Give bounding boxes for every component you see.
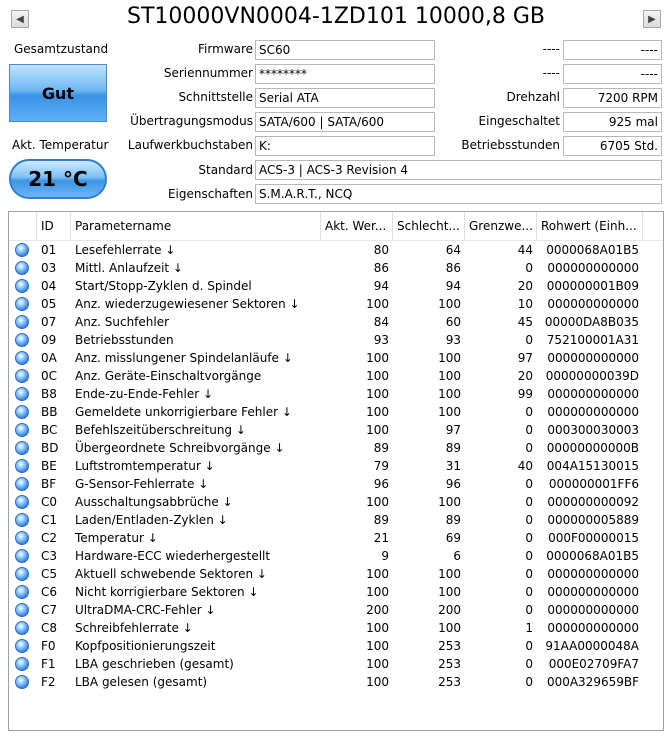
cell-threshold: 0 [525,675,533,689]
cell-raw-value: 000E02709FA7 [548,657,639,671]
cell-attribute-name: Kopfpositionierungszeit [75,639,216,653]
transfer-mode-field: SATA/600 | SATA/600 [255,112,435,132]
cell-threshold: 0 [525,657,533,671]
status-good-icon [15,297,29,311]
cell-current-value: 21 [373,531,389,545]
cell-current-value: 100 [366,567,389,581]
table-row[interactable] [9,439,664,457]
cell-current-value: 9 [381,549,389,563]
table-row[interactable] [9,277,664,295]
cell-threshold: 0 [525,531,533,545]
header-status[interactable] [9,212,37,240]
cell-worst-value: 64 [445,243,461,257]
cell-raw-value: 000000005889 [547,513,639,527]
cell-current-value: 93 [373,333,389,347]
power-on-hours-field: 6705 Std. [563,136,662,156]
cell-threshold: 0 [525,441,533,455]
unused-label-2: ---- [542,66,560,80]
cell-threshold: 44 [517,243,533,257]
cell-threshold: 0 [525,333,533,347]
cell-attribute-name: UltraDMA-CRC-Fehler ↓ [75,603,216,617]
standard-field: ACS-3 | ACS-3 Revision 4 [255,160,662,180]
cell-threshold: 0 [525,261,533,275]
table-row[interactable] [9,421,664,439]
status-good-icon [15,315,29,329]
cell-worst-value: 86 [445,261,461,275]
cell-id: B8 [41,387,57,401]
status-good-icon [15,369,29,383]
power-on-count-label: Eingeschaltet [478,114,560,128]
table-row[interactable] [9,529,664,547]
status-good-icon [15,567,29,581]
power-on-hours-label: Betriebsstunden [461,138,560,152]
cell-current-value: 200 [366,603,389,617]
status-good-icon [15,351,29,365]
drive-letter-field: K: [255,136,435,156]
table-row[interactable] [9,673,664,691]
cell-current-value: 100 [366,585,389,599]
disk-title: ST10000VN0004-1ZD101 10000,8 GB [127,4,545,29]
cell-threshold: 0 [525,567,533,581]
cell-id: BE [41,459,57,473]
cell-worst-value: 100 [438,495,461,509]
cell-raw-value: 000F00000015 [548,531,639,545]
table-row[interactable] [9,637,664,655]
status-good-icon [15,621,29,635]
table-row[interactable] [9,511,664,529]
cell-worst-value: 89 [445,441,461,455]
status-good-icon [15,603,29,617]
cell-threshold: 0 [525,513,533,527]
table-row[interactable] [9,349,664,367]
cell-current-value: 79 [373,459,389,473]
table-row[interactable] [9,295,664,313]
status-good-icon [15,513,29,527]
cell-attribute-name: LBA gelesen (gesamt) [75,675,208,689]
next-disk-button[interactable] [643,10,661,28]
cell-worst-value: 89 [445,513,461,527]
status-good-icon [15,477,29,491]
cell-attribute-name: Lesefehlerrate ↓ [75,243,176,257]
cell-id: 03 [41,261,57,275]
power-on-count-field: 925 mal [563,112,662,132]
cell-id: C2 [41,531,58,545]
cell-worst-value: 6 [453,549,461,563]
cell-raw-value: 000000000092 [547,495,639,509]
cell-id: 0C [41,369,58,383]
status-good-icon [15,405,29,419]
cell-worst-value: 69 [445,531,461,545]
cell-threshold: 40 [517,459,533,473]
cell-worst-value: 31 [445,459,461,473]
cell-attribute-name: G-Sensor-Fehlerrate ↓ [75,477,209,491]
interface-label: Schnittstelle [178,90,253,104]
cell-current-value: 100 [366,495,389,509]
cell-threshold: 45 [517,315,533,329]
table-row[interactable] [9,313,664,331]
cell-threshold: 10 [517,297,533,311]
cell-worst-value: 253 [438,675,461,689]
table-row[interactable] [9,493,664,511]
interface-field: Serial ATA [255,88,435,108]
cell-id: F2 [41,675,56,689]
cell-current-value: 94 [373,279,389,293]
cell-threshold: 0 [525,423,533,437]
table-row[interactable] [9,241,664,259]
status-good-icon [15,657,29,671]
cell-raw-value: 000000000000 [547,585,639,599]
status-good-icon [15,333,29,347]
cell-current-value: 100 [366,405,389,419]
cell-attribute-name: Aktuell schwebende Sektoren ↓ [75,567,267,581]
header-current-value[interactable]: Akt. Wer... [321,212,393,240]
cell-attribute-name: Laden/Entladen-Zyklen ↓ [75,513,228,527]
serial-number-label: Seriennummer [163,66,253,80]
temperature-badge: 21 °C [9,159,107,199]
health-status-label: Gesamtzustand [14,42,109,56]
features-field: S.M.A.R.T., NCQ [255,184,662,204]
cell-raw-value: 000A329659BF [546,675,639,689]
header-threshold[interactable]: Grenzwe... [465,212,537,240]
cell-id: C1 [41,513,58,527]
cell-current-value: 96 [373,477,389,491]
cell-worst-value: 94 [445,279,461,293]
table-row[interactable] [9,619,664,637]
cell-worst-value: 100 [438,621,461,635]
cell-worst-value: 60 [445,315,461,329]
health-status-button[interactable]: Gut [9,64,107,122]
unused-label-1: ---- [542,42,560,56]
header-attribute-name[interactable]: Parametername [71,212,321,240]
cell-raw-value: 004A15130015 [546,459,639,473]
table-row[interactable] [9,547,664,565]
table-row[interactable] [9,655,664,673]
cell-attribute-name: Befehlszeitüberschreitung ↓ [75,423,246,437]
serial-number-field: ******** [255,64,435,84]
cell-worst-value: 96 [445,477,461,491]
cell-raw-value: 000000000000 [547,621,639,635]
status-good-icon [15,549,29,563]
cell-id: BC [41,423,58,437]
cell-threshold: 0 [525,549,533,563]
cell-current-value: 100 [366,351,389,365]
cell-id: 01 [41,243,57,257]
transfer-mode-label: Übertragungsmodus [130,114,253,128]
cell-worst-value: 100 [438,387,461,401]
cell-raw-value: 752100001A31 [546,333,639,347]
cell-worst-value: 100 [438,351,461,365]
drive-letter-label: Laufwerkbuchstaben [127,138,253,152]
cell-id: C6 [41,585,58,599]
cell-attribute-name: Anz. misslungener Spindelanläufe ↓ [75,351,293,365]
cell-raw-value: 00000000000B [546,441,639,455]
cell-threshold: 97 [517,351,533,365]
cell-threshold: 0 [525,477,533,491]
cell-attribute-name: Start/Stopp-Zyklen d. Spindel [75,279,252,293]
cell-attribute-name: Anz. wiederzugewiesener Sektoren ↓ [75,297,300,311]
temperature-label: Akt. Temperatur [12,138,109,152]
cell-raw-value: 000000000000 [547,297,639,311]
status-good-icon [15,639,29,653]
status-good-icon [15,585,29,599]
cell-id: BB [41,405,58,419]
cell-attribute-name: Schreibfehlerrate ↓ [75,621,193,635]
cell-current-value: 89 [373,441,389,455]
header-worst-value[interactable]: Schlecht... [393,212,465,240]
features-label: Eigenschaften [167,187,253,201]
cell-attribute-name: Anz. Geräte-Einschaltvorgänge [75,369,262,383]
cell-current-value: 100 [366,657,389,671]
cell-attribute-name: Temperatur ↓ [75,531,158,545]
cell-threshold: 0 [525,495,533,509]
cell-threshold: 99 [517,387,533,401]
cell-id: C8 [41,621,58,635]
cell-worst-value: 100 [438,405,461,419]
cell-current-value: 84 [373,315,389,329]
rotation-rate-field: 7200 RPM [563,88,662,108]
cell-worst-value: 97 [445,423,461,437]
cell-current-value: 89 [373,513,389,527]
table-row[interactable] [9,565,664,583]
table-row[interactable] [9,457,664,475]
status-good-icon [15,261,29,275]
cell-raw-value: 000000000000 [547,351,639,365]
cell-attribute-name: Anz. Suchfehler [75,315,170,329]
cell-raw-value: 000000000000 [547,603,639,617]
status-good-icon [15,243,29,257]
table-row[interactable] [9,385,664,403]
cell-threshold: 0 [525,405,533,419]
cell-id: 07 [41,315,57,329]
cell-current-value: 100 [366,423,389,437]
status-good-icon [15,423,29,437]
cell-id: F1 [41,657,56,671]
cell-attribute-name: Luftstromtemperatur ↓ [75,459,215,473]
cell-id: C0 [41,495,58,509]
cell-raw-value: 000000000000 [547,567,639,581]
header-raw-value[interactable]: Rohwert (Einh... [537,212,643,240]
cell-attribute-name: Hardware-ECC wiederhergestellt [75,549,271,563]
table-row[interactable] [9,331,664,349]
cell-id: C5 [41,567,58,581]
cell-id: 05 [41,297,57,311]
cell-id: F0 [41,639,56,653]
cell-raw-value: 000000001FF6 [548,477,639,491]
cell-worst-value: 100 [438,369,461,383]
standard-label: Standard [198,163,253,177]
cell-raw-value: 000000000000 [547,261,639,275]
status-good-icon [15,675,29,689]
cell-attribute-name: Nicht korrigierbare Sektoren ↓ [75,585,259,599]
status-good-icon [15,459,29,473]
cell-threshold: 20 [517,369,533,383]
cell-raw-value: 00000000039D [545,369,639,383]
status-good-icon [15,531,29,545]
cell-threshold: 0 [525,585,533,599]
firmware-label: Firmware [198,42,253,56]
cell-worst-value: 100 [438,567,461,581]
header-id[interactable]: ID [37,212,71,240]
table-row[interactable] [9,367,664,385]
cell-current-value: 100 [366,621,389,635]
cell-current-value: 100 [366,387,389,401]
unused-field-1: ---- [563,40,662,60]
cell-threshold: 0 [525,639,533,653]
smart-attributes-table [8,211,664,731]
cell-worst-value: 100 [438,585,461,599]
cell-threshold: 0 [525,603,533,617]
cell-id: 04 [41,279,57,293]
table-header [9,212,664,241]
cell-id: BF [41,477,57,491]
cell-raw-value: 000000001B09 [546,279,639,293]
cell-raw-value: 0000068A01B5 [546,549,639,563]
cell-current-value: 100 [366,639,389,653]
unused-field-2: ---- [563,64,662,84]
cell-id: C7 [41,603,58,617]
cell-worst-value: 253 [438,639,461,653]
rotation-rate-label: Drehzahl [506,90,560,104]
cell-raw-value: 000300030003 [547,423,639,437]
triangle-left-icon: ◀ [16,13,24,25]
cell-raw-value: 000000000000 [547,405,639,419]
cell-raw-value: 000000000000 [547,387,639,401]
table-row[interactable] [9,259,664,277]
table-row[interactable] [9,601,664,619]
table-row[interactable] [9,403,664,421]
cell-worst-value: 200 [438,603,461,617]
cell-worst-value: 253 [438,657,461,671]
cell-current-value: 100 [366,369,389,383]
status-good-icon [15,387,29,401]
cell-id: BD [41,441,59,455]
cell-attribute-name: LBA geschrieben (gesamt) [75,657,234,671]
cell-attribute-name: Betriebsstunden [75,333,174,347]
cell-id: 0A [41,351,57,365]
table-row[interactable] [9,475,664,493]
cell-worst-value: 93 [445,333,461,347]
cell-raw-value: 91AA0000048A [545,639,639,653]
cell-raw-value: 0000068A01B5 [546,243,639,257]
status-good-icon [15,279,29,293]
cell-attribute-name: Mittl. Anlaufzeit ↓ [75,261,183,275]
cell-threshold: 20 [517,279,533,293]
triangle-right-icon: ▶ [648,13,656,25]
cell-attribute-name: Ausschaltungsabbrüche ↓ [75,495,233,509]
cell-attribute-name: Ende-zu-Ende-Fehler ↓ [75,387,214,401]
cell-id: 09 [41,333,57,347]
cell-current-value: 100 [366,675,389,689]
cell-attribute-name: Gemeldete unkorrigierbare Fehler ↓ [75,405,292,419]
status-good-icon [15,495,29,509]
cell-raw-value: 00000DA8B035 [544,315,639,329]
cell-attribute-name: Übergeordnete Schreibvorgänge ↓ [75,441,285,455]
firmware-field: SC60 [255,40,435,60]
status-good-icon [15,441,29,455]
cell-current-value: 100 [366,297,389,311]
cell-threshold: 1 [525,621,533,635]
cell-current-value: 80 [373,243,389,257]
table-row[interactable] [9,583,664,601]
cell-worst-value: 100 [438,297,461,311]
cell-current-value: 86 [373,261,389,275]
cell-id: C3 [41,549,58,563]
